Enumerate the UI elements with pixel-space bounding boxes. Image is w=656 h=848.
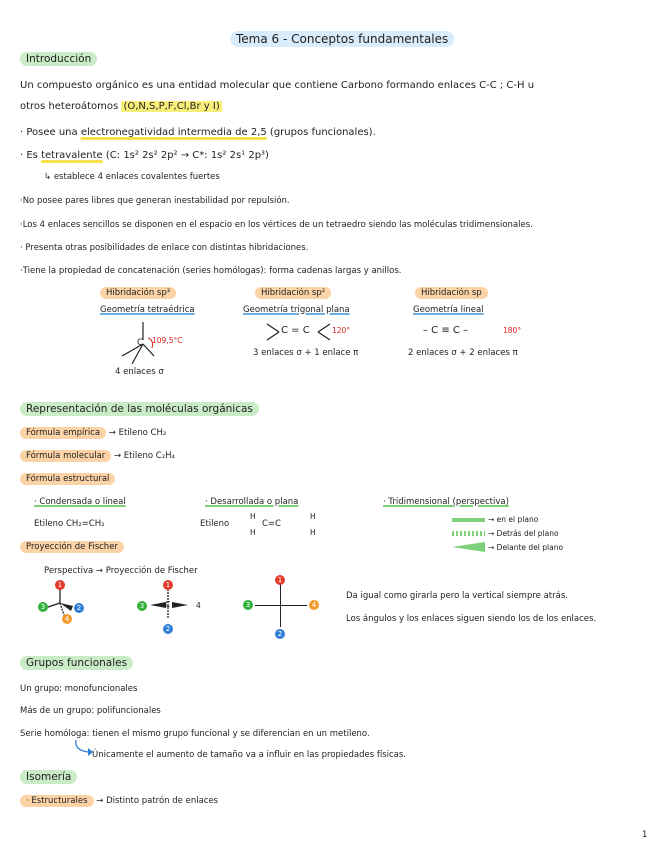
- legend-detras: → Detrás del plano: [488, 529, 559, 538]
- blue-arrow-icon: [72, 738, 94, 758]
- atom-4: 4: [309, 600, 319, 610]
- isomeria-estructurales: · Estructurales → Distinto patrón de enlaces: [20, 796, 218, 806]
- fischer-horizontal-line: [255, 605, 307, 606]
- sp-angle: 180°: [503, 326, 522, 335]
- desarrollada-molecule: C=C: [262, 519, 281, 529]
- atom-3: 3: [137, 601, 147, 611]
- condensada-label: · Condensada o lineal: [34, 497, 126, 507]
- bullet-tetravalente: · Es tetravalente (C: 1s² 2s² 2p² → C*: 1s² 2s¹ 2p³): [20, 150, 269, 161]
- sp-geometry: Geometría lineal: [413, 305, 484, 315]
- section-heading-representacion: Representación de las moléculas orgánicas: [20, 403, 259, 415]
- sp2-formula: C = C: [281, 325, 310, 336]
- formula-estructural: Fórmula estructural: [20, 474, 115, 484]
- formula-molecular: Fórmula molecular → Etileno C₂H₄: [20, 451, 175, 461]
- desarrollada-label: · Desarrollada o plana: [205, 497, 299, 507]
- fischer-heading: Proyección de Fischer: [20, 542, 124, 552]
- sp2-geometry: Geometría trigonal plana: [243, 305, 350, 315]
- desarrollada-example: Etileno: [200, 519, 230, 529]
- sp-title: Hibridación sp: [415, 288, 488, 298]
- sp2-angle: 120°: [332, 326, 351, 335]
- bond-plane-icon: [452, 518, 485, 522]
- bond-front-wedge-icon: [452, 542, 486, 552]
- section-heading-grupos: Grupos funcionales: [20, 657, 133, 669]
- bullet-hibridaciones: · Presenta otras posibilidades de enlace con distintas hibridaciones.: [20, 243, 309, 253]
- formula-empirica: Fórmula empírica → Etileno CH₂: [20, 428, 166, 438]
- sp3-geometry: Geometría tetraédrica: [100, 305, 195, 315]
- grupos-line4: Únicamente el aumento de tamaño va a influir en las propiedades físicas.: [92, 750, 407, 760]
- atom-4: 4: [62, 614, 72, 624]
- bullet-pares-libres: ·No posee pares libres que generan inestabilidad por repulsión.: [20, 196, 290, 206]
- grupos-line1: Un grupo: monofuncionales: [20, 684, 138, 694]
- sp3-angle: 109,5°C: [152, 336, 183, 345]
- condensada-example: Etileno CH₂=CH₂: [34, 519, 105, 529]
- atom-3: 3: [38, 602, 48, 612]
- sp3-caption: 4 enlaces σ: [115, 367, 164, 377]
- atom-2: 2: [163, 624, 173, 634]
- bullet-tetraedro: ·Los 4 enlaces sencillos se disponen en el espacio en los vértices de un tetraedro siendo las moléculas tridimensionales.: [20, 220, 533, 230]
- desarrollada-h-bottom-left: H: [250, 528, 256, 537]
- sp2-title: Hibridación sp²: [255, 288, 331, 298]
- fischer-perspective-line: Perspectiva → Proyección de Fischer: [44, 566, 198, 576]
- bullet-electronegatividad: · Posee una electronegatividad intermedia de 2,5 (grupos funcionales).: [20, 127, 376, 138]
- page-title: Tema 6 - Conceptos fundamentales: [230, 32, 454, 46]
- atom-1: 1: [163, 580, 173, 590]
- atom-1: 1: [55, 580, 65, 590]
- tridimensional-label: · Tridimensional (perspectiva): [383, 497, 509, 507]
- sp2-caption: 3 enlaces σ + 1 enlace π: [253, 348, 359, 358]
- desarrollada-h-top-left: H: [250, 512, 256, 521]
- sp-formula: – C ≡ C –: [423, 325, 469, 336]
- sp3-carbon: C: [137, 338, 143, 348]
- page-number: 1: [642, 830, 648, 840]
- fischer-note-2: Los ángulos y los enlaces siguen siendo los de los enlaces.: [346, 614, 597, 624]
- atom-4: 4: [196, 601, 201, 610]
- sp3-tetrahedral-diagram: [110, 320, 200, 370]
- atom-2: 2: [74, 603, 84, 613]
- legend-en-plano: → en el plano: [488, 515, 539, 524]
- atom-3: 3: [243, 600, 253, 610]
- desarrollada-h-top-right: H: [310, 512, 316, 521]
- bullet-tetravalente-sub: ↳ establece 4 enlaces covalentes fuertes: [44, 172, 220, 182]
- sp-caption: 2 enlaces σ + 2 enlaces π: [408, 348, 518, 358]
- heteroatoms: (O,N,S,P,F,Cl,Br y I): [123, 101, 220, 112]
- bond-behind-icon: [452, 531, 485, 536]
- desarrollada-h-bottom-right: H: [310, 528, 316, 537]
- bullet-concatenacion: ·Tiene la propiedad de concatenación (series homólogas): forma cadenas largas y anillos.: [20, 266, 402, 276]
- legend-delante: → Delante del plano: [488, 543, 564, 552]
- grupos-line2: Más de un grupo: polifuncionales: [20, 706, 161, 716]
- section-heading-introduccion: Introducción: [20, 53, 97, 65]
- sp3-title: Hibridación sp³: [100, 288, 176, 298]
- atom-1: 1: [275, 575, 285, 585]
- grupos-line3: Serie homóloga: tienen el mismo grupo funcional y se diferencian en un metileno.: [20, 729, 370, 739]
- intro-paragraph-line1: Un compuesto orgánico es una entidad molecular que contiene Carbono formando enlaces C-C ; C-H u: [20, 80, 535, 91]
- fischer-note-1: Da igual como girarla pero la vertical siempre atrás.: [346, 591, 568, 601]
- intro-paragraph-line2: otros heteroátomos (O,N,S,P,F,Cl,Br y I): [20, 101, 220, 112]
- section-heading-isomeria: Isomería: [20, 771, 77, 783]
- wedge-carbon: C: [165, 600, 171, 609]
- atom-2: 2: [275, 629, 285, 639]
